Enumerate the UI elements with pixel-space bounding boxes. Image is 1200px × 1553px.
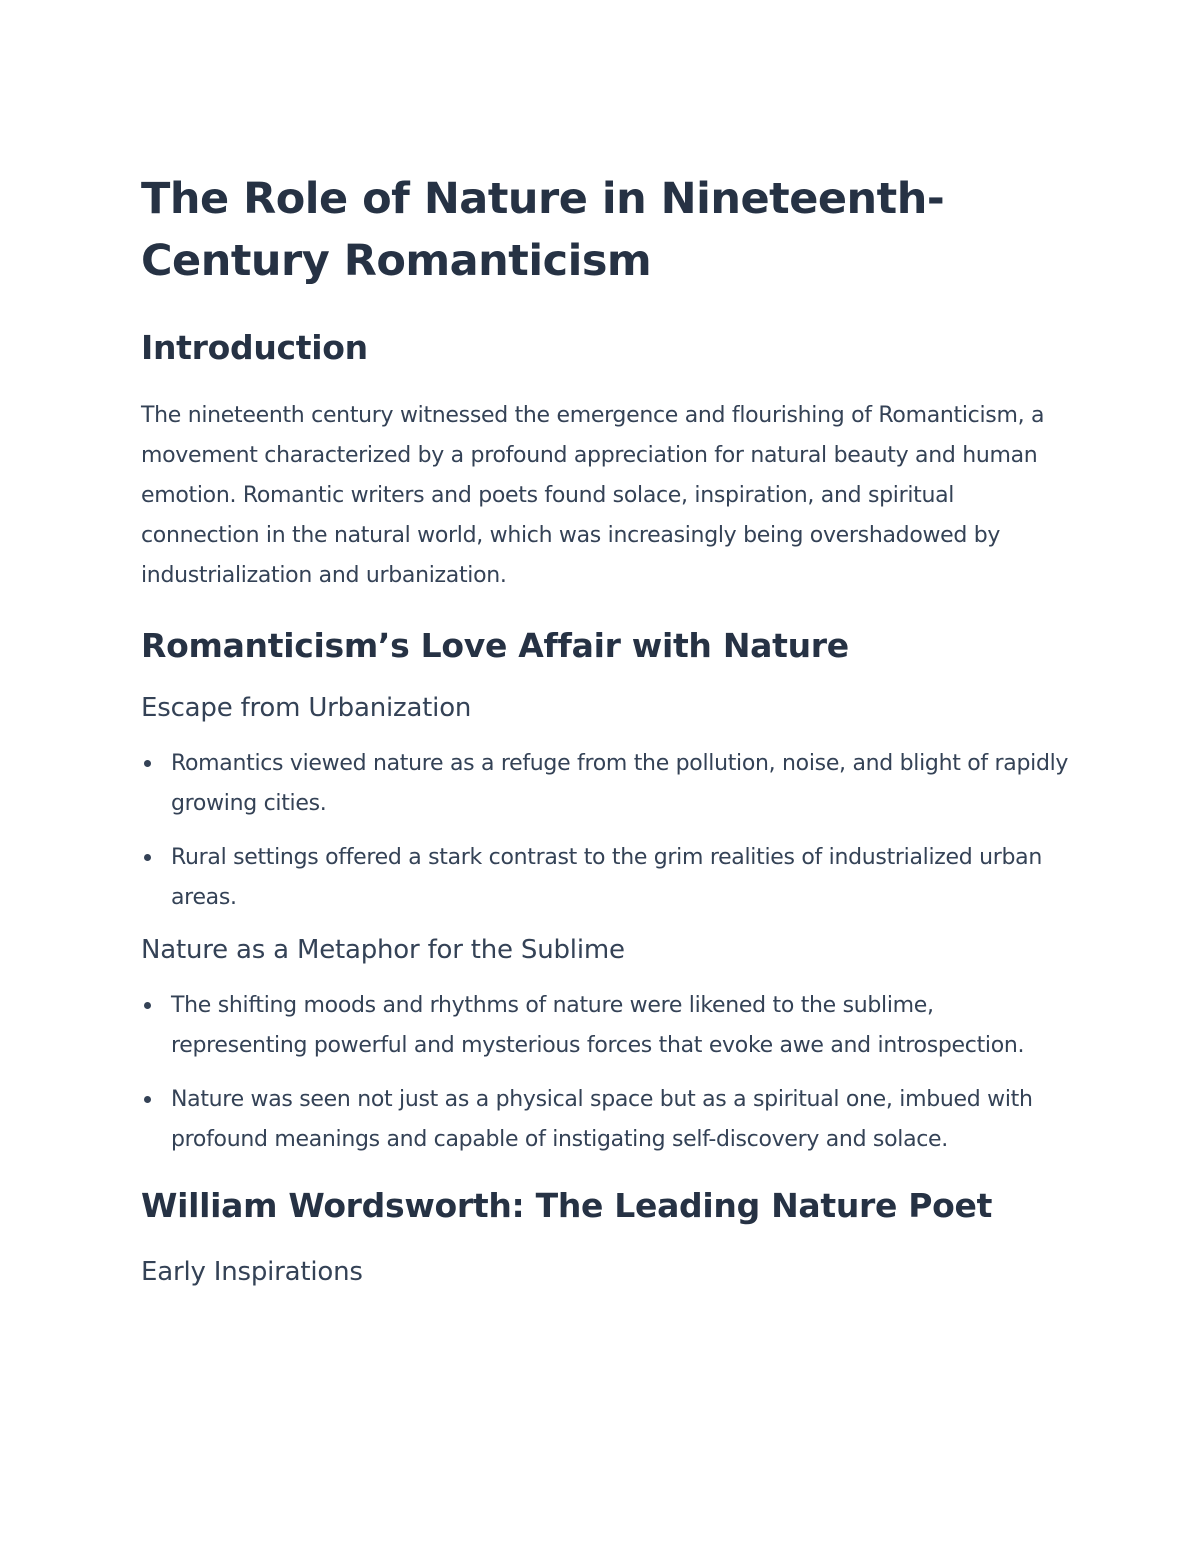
subsection-heading-escape: Escape from Urbanization — [141, 693, 472, 723]
list-item — [141, 986, 1071, 1066]
list-item-text: Nature was seen not just as a physical space but as a spiritual one, imbued with profound meanings and capable of instigating self-discovery and solace. — [171, 1087, 1033, 1152]
list-item-text: The shifting moods and rhythms of nature were likened to the sublime, representing powerful and mysterious forces that evoke awe and introspection. — [171, 993, 1025, 1058]
bullet-list-escape — [141, 744, 1071, 918]
list-item — [141, 838, 1071, 918]
document-title: The Role of Nature in Nineteenth-Century Romanticism — [141, 174, 945, 286]
document-page — [141, 168, 1071, 1290]
bullet-list-sublime — [141, 986, 1071, 1160]
bullet-dot-icon — [144, 760, 151, 767]
bullet-dot-icon — [144, 1002, 151, 1009]
subsection-heading-sublime: Nature as a Metaphor for the Sublime — [141, 935, 625, 965]
section-heading-love-affair: Romanticism’s Love Affair with Nature — [141, 626, 849, 665]
list-item-text: Rural settings offered a stark contrast to the grim realities of industrialized urban areas. — [171, 845, 1042, 910]
bullet-dot-icon — [144, 854, 151, 861]
section-heading-introduction: Introduction — [141, 328, 368, 367]
list-item — [141, 1080, 1071, 1160]
subsection-heading-early-inspirations: Early Inspirations — [141, 1257, 363, 1287]
intro-paragraph: The nineteenth century witnessed the emergence and flourishing of Romanticism, a movement characterized by a profound appreciation for natural beauty and human emotion. Romantic writers and poets found solace, inspiration, and spiritual connection in the natural world, which was increasingly being overshadowed by industrialization and urbanization. — [141, 403, 1045, 588]
section-heading-wordsworth: William Wordsworth: The Leading Nature Poet — [141, 1186, 993, 1225]
list-item-text: Romantics viewed nature as a refuge from the pollution, noise, and blight of rapidly growing cities. — [171, 751, 1069, 816]
bullet-dot-icon — [144, 1096, 151, 1103]
list-item — [141, 744, 1071, 824]
